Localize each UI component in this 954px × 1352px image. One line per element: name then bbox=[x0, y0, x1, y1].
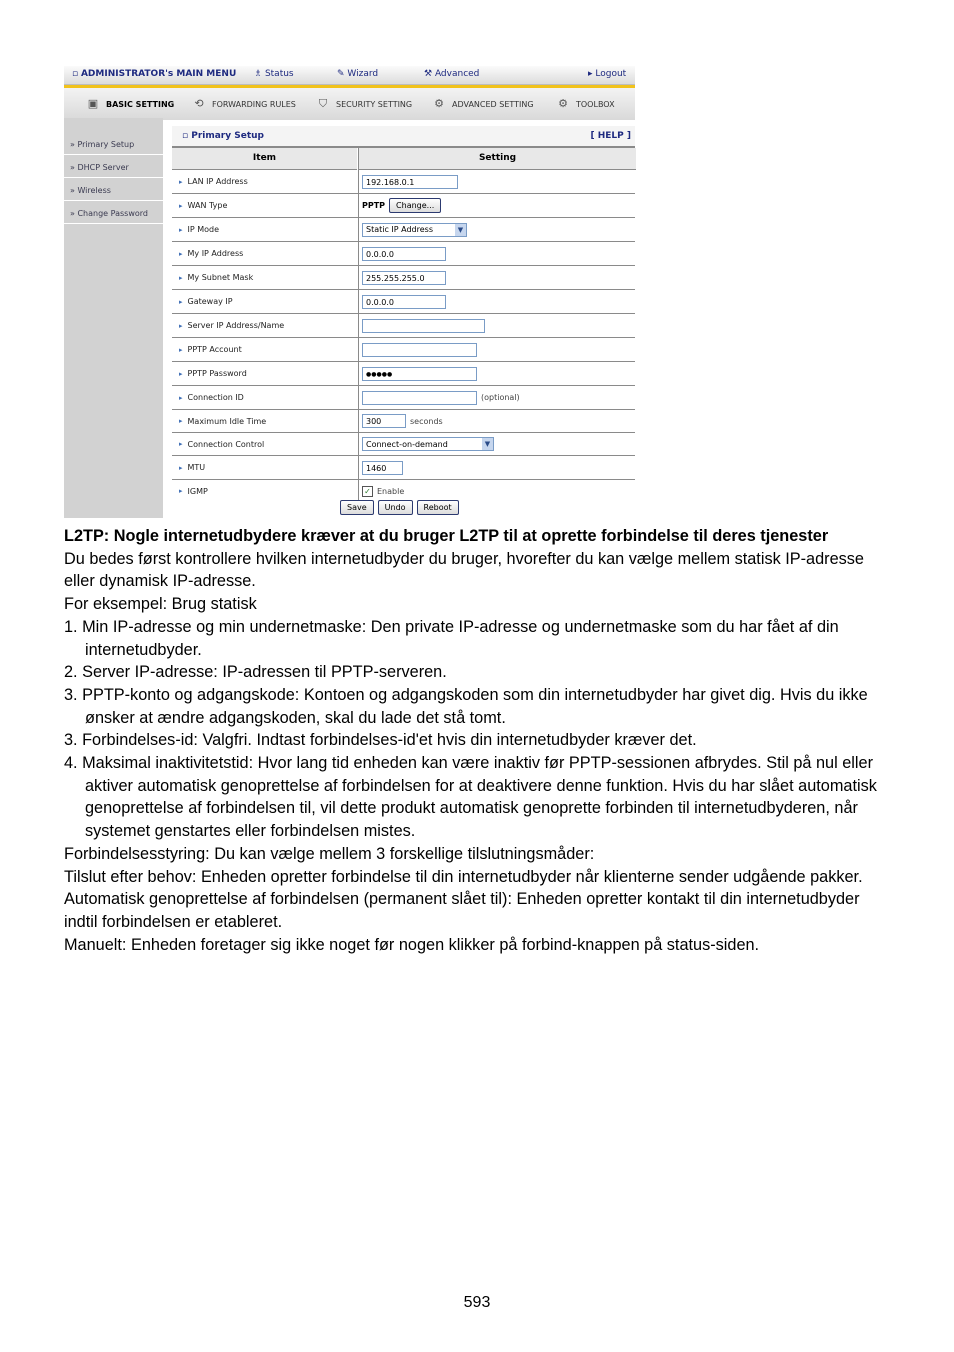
connection-id-input[interactable] bbox=[362, 391, 477, 405]
tab-basic-setting[interactable]: ▣ BASIC SETTING bbox=[84, 96, 174, 112]
bullet-arrow-icon: ▸ bbox=[179, 321, 183, 330]
list-item: 3. PPTP-konto og adgangskode: Kontoen og adgangskoden som din internetudbyder har givet dig. Hvis du ikke ønsker at ændre adgangskoden, skal du lade det stå tomt. bbox=[64, 685, 868, 727]
advanced-link[interactable]: ⚒ Advanced bbox=[424, 69, 480, 79]
sidebar-item-primary-setup[interactable]: » Primary Setup bbox=[64, 134, 163, 155]
table-row: ▸ PPTP Password ●●●●● bbox=[172, 362, 635, 386]
chevron-down-icon: ▼ bbox=[482, 438, 493, 450]
connection-control-select[interactable]: Connect-on-demand ▼ bbox=[362, 437, 494, 451]
table-row: ▸ Maximum Idle Time 300 seconds bbox=[172, 410, 635, 433]
arrow-right-icon: ▸ bbox=[588, 69, 596, 79]
toolbox-icon: ⚙ bbox=[558, 97, 568, 110]
table-row: ▸ LAN IP Address 192.168.0.1 bbox=[172, 170, 635, 194]
mode-demand: Tilslut efter behov: Enheden opretter forbindelse til din internetudbyder når klienterne sender udgående pakker. bbox=[64, 867, 863, 886]
bullet-arrow-icon: ▸ bbox=[179, 393, 183, 402]
table-row: ▸ Server IP Address/Name bbox=[172, 314, 635, 338]
help-link[interactable]: [ HELP ] bbox=[590, 131, 631, 141]
igmp-checkbox[interactable]: ✓ bbox=[362, 486, 373, 497]
sidebar-item-wireless[interactable]: » Wireless bbox=[64, 180, 163, 201]
sidebar-item-change-password[interactable]: » Change Password bbox=[64, 203, 163, 224]
bullet-arrow-icon: ▸ bbox=[179, 369, 183, 378]
router-screenshot bbox=[64, 66, 635, 518]
bullet-arrow-icon: ▸ bbox=[179, 487, 183, 495]
list-item: 2. Server IP-adresse: IP-adressen til PPTP-serveren. bbox=[64, 663, 447, 682]
table-row: ▸ Gateway IP 0.0.0.0 bbox=[172, 290, 635, 314]
gateway-ip-input[interactable]: 0.0.0.0 bbox=[362, 295, 446, 309]
bullet-arrow-icon: ▸ bbox=[179, 225, 183, 234]
table-row: ▸ My Subnet Mask 255.255.255.0 bbox=[172, 266, 635, 290]
bullet-arrow-icon: ▸ bbox=[179, 273, 183, 282]
logout-link[interactable]: ▸ Logout bbox=[588, 69, 627, 79]
list-item: 4. Maksimal inaktivitetstid: Hvor lang tid enheden kan være inaktiv før PPTP-sessionen afbrydes. Stil på nul eller aktiver automatisk genoprettelse af forbindelsen for at deaktivere denne funktion. Hvis du har slået automatisk genoprettelse af forbindelsen til, vil dette produkt automatisk genoprette forbinden til internetudbyderen, når systemet genstartes eller forbindelsen mistes. bbox=[64, 754, 877, 841]
status-icon: ♗ bbox=[254, 69, 265, 79]
bullet-arrow-icon: ▸ bbox=[179, 440, 183, 448]
advanced-icon: ⚙ bbox=[434, 97, 444, 110]
status-link[interactable]: ♗ Status bbox=[254, 69, 294, 79]
page-number: 593 bbox=[463, 1294, 491, 1311]
sidebar-item-dhcp-server[interactable]: » DHCP Server bbox=[64, 157, 163, 178]
optional-note: (optional) bbox=[481, 393, 520, 402]
mtu-input[interactable]: 1460 bbox=[362, 461, 403, 475]
numbered-list bbox=[64, 616, 894, 843]
pptp-password-input[interactable]: ●●●●● bbox=[362, 367, 477, 381]
column-header-item: Item bbox=[172, 148, 357, 170]
list-item: 3. Forbindelses-id: Valgfri. Indtast forbindelses-id'et hvis din internetudbyder kræver det. bbox=[64, 731, 697, 750]
intro-paragraph: Du bedes først kontrollere hvilken internetudbyder du bruger, hvorefter du kan vælge mellem statisk IP-adresse eller dynamisk IP-adresse. bbox=[64, 549, 864, 591]
menu-box-icon: ▫ bbox=[72, 69, 81, 79]
table-row: ▸ My IP Address 0.0.0.0 bbox=[172, 242, 635, 266]
section-heading: L2TP: Nogle internetudbydere kræver at du bruger L2TP til at oprette forbindelse til deres tjenester bbox=[64, 527, 829, 545]
wizard-icon: ✎ bbox=[337, 69, 348, 79]
wizard-link[interactable]: ✎ Wizard bbox=[337, 69, 379, 79]
server-ip-input[interactable] bbox=[362, 319, 485, 333]
table-row: ▸ IP Mode Static IP Address ▼ bbox=[172, 218, 635, 242]
tab-toolbox[interactable]: ⚙ TOOLBOX bbox=[554, 96, 615, 112]
control-intro: Forbindelsesstyring: Du kan vælge mellem 3 forskellige tilslutningsmåder: bbox=[64, 844, 595, 863]
igmp-enable-label: Enable bbox=[377, 486, 405, 496]
tab-bar bbox=[64, 85, 635, 120]
action-buttons bbox=[340, 500, 459, 515]
bullet-arrow-icon: ▸ bbox=[179, 297, 183, 306]
tab-forwarding-rules[interactable]: ⟲ FORWARDING RULES bbox=[190, 96, 296, 112]
panel-header bbox=[172, 126, 635, 148]
column-header-setting: Setting bbox=[358, 148, 636, 170]
pptp-account-input[interactable] bbox=[362, 343, 477, 357]
undo-button[interactable]: Undo bbox=[378, 500, 413, 515]
panel-title: ▫ Primary Setup bbox=[182, 131, 264, 141]
my-ip-input[interactable]: 0.0.0.0 bbox=[362, 247, 446, 261]
change-wan-button[interactable]: Change... bbox=[389, 198, 441, 213]
idle-time-input[interactable]: 300 bbox=[362, 414, 406, 428]
tab-advanced-setting[interactable]: ⚙ ADVANCED SETTING bbox=[430, 96, 534, 112]
ip-mode-select[interactable]: Static IP Address ▼ bbox=[362, 223, 467, 237]
mode-auto: Automatisk genoprettelse af forbindelsen (permanent slået til): Enheden opretter kontakt til din internetudbyder indtil forbindelsen er etableret. bbox=[64, 890, 860, 931]
bullet-arrow-icon: ▸ bbox=[179, 345, 183, 354]
table-row: ▸ MTU 1460 bbox=[172, 456, 635, 480]
table-row: ▸ IGMP ✓ Enable bbox=[172, 480, 635, 502]
bullet-arrow-icon: ▸ bbox=[179, 201, 183, 210]
save-button[interactable]: Save bbox=[340, 500, 374, 515]
top-menu-bar bbox=[64, 66, 635, 85]
bullet-arrow-icon: ▸ bbox=[179, 417, 183, 425]
idle-unit: seconds bbox=[410, 416, 443, 426]
body-text bbox=[64, 525, 894, 956]
advanced-link-icon: ⚒ bbox=[424, 69, 435, 79]
forwarding-icon: ⟲ bbox=[194, 97, 204, 110]
bullet-arrow-icon: ▸ bbox=[179, 249, 183, 258]
security-icon: ⛉ bbox=[318, 97, 328, 110]
wan-type-value: PPTP bbox=[362, 201, 386, 210]
list-item: 1. Min IP-adresse og min undernetmaske: Den private IP-adresse og undernetmaske som du har fået af din internetudbyder. bbox=[64, 617, 839, 659]
chevron-down-icon: ▼ bbox=[455, 224, 466, 236]
tab-security-setting[interactable]: ⛉ SECURITY SETTING bbox=[314, 96, 412, 112]
table-row: ▸ PPTP Account bbox=[172, 338, 635, 362]
bullet-arrow-icon: ▸ bbox=[179, 177, 183, 186]
table-row: ▸ Connection Control Connect-on-demand ▼ bbox=[172, 433, 635, 456]
bullet-arrow-icon: ▸ bbox=[179, 463, 183, 472]
table-row: ▸ Connection ID (optional) bbox=[172, 386, 635, 410]
basic-setting-icon: ▣ bbox=[87, 97, 99, 110]
reboot-button[interactable]: Reboot bbox=[417, 500, 459, 515]
sidebar bbox=[64, 118, 163, 518]
lan-ip-input[interactable]: 192.168.0.1 bbox=[362, 175, 458, 189]
main-menu-link[interactable]: ▫ ADMINISTRATOR's MAIN MENU bbox=[72, 69, 237, 79]
mode-manual: Manuelt: Enheden foretager sig ikke noget før nogen klikker på forbind-knappen på status-siden. bbox=[64, 935, 760, 954]
subnet-mask-input[interactable]: 255.255.255.0 bbox=[362, 271, 446, 285]
table-row: ▸ WAN Type PPTP Change... bbox=[172, 194, 635, 218]
example-line: For eksempel: Brug statisk bbox=[64, 595, 257, 614]
